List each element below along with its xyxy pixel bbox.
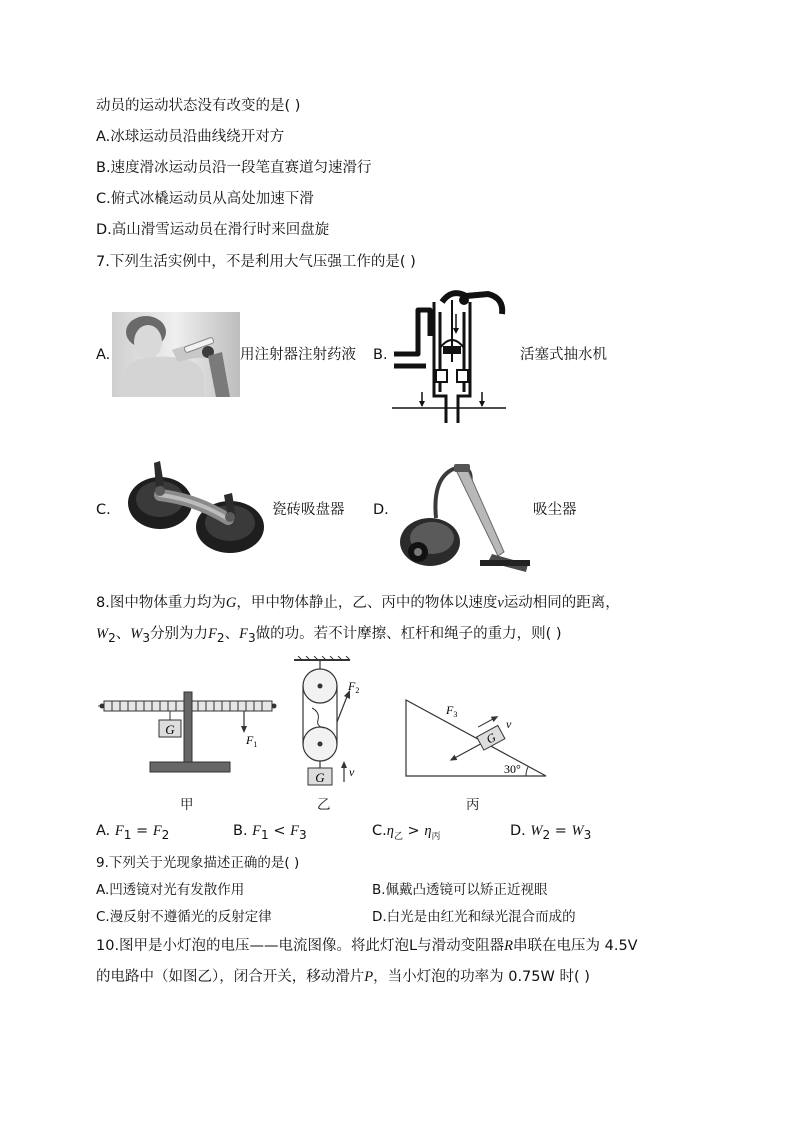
q7-stem: 7.下列生活实例中，不是利用大气压强工作的是( ) (96, 254, 416, 270)
figure-label-yi: 乙 (317, 797, 331, 813)
figure-label-bing: 丙 (466, 797, 480, 813)
q7-option-a-letter: A. (96, 347, 111, 363)
incline-figure-bing (400, 696, 550, 782)
q8-option-b: B. $F_1 < F_3$ (233, 823, 307, 842)
bing-f3-label: $F_3$ (446, 703, 458, 719)
tile-suction-cup-photo (120, 455, 270, 555)
piston-pump-diagram (390, 288, 508, 428)
q9-option-a: A.凹透镜对光有发散作用 (96, 882, 245, 898)
q8-option-d: D. $W_2 = W_3$ (510, 823, 592, 842)
q6-option-d: D.高山滑雪运动员在滑行时来回盘旋 (96, 222, 330, 238)
q7-option-b-caption: 活塞式抽水机 (520, 347, 607, 363)
syringe-injection-photo (112, 312, 240, 397)
q10-line2: 的电路中（如图乙），闭合开关，移动滑片P，当小灯泡的功率为 0.75W 时( ) (96, 969, 590, 985)
q9-stem: 9.下列关于光现象描述正确的是( ) (96, 855, 300, 871)
q8-stem-line2: $W_2$、$W_3$分别为力$F_2$、$F_3$做的功。若不计摩擦、杠杆和绳子的重力，则( ) (96, 626, 562, 645)
q6-option-c: C.俯式冰橇运动员从高处加速下滑 (96, 191, 314, 207)
yi-weight-label: G (315, 770, 325, 785)
q9-option-d: D.白光是由红光和绿光混合而成的 (372, 909, 576, 925)
q7-option-d-letter: D. (373, 502, 389, 518)
q6-option-b: B.速度滑冰运动员沿一段笔直赛道匀速滑行 (96, 160, 372, 176)
q10-line1: 10.图甲是小灯泡的电压——电流图像。将此灯泡L与滑动变阻器R串联在电压为 4.5V (96, 938, 638, 954)
q7-option-b-letter: B. (373, 347, 388, 363)
q7-option-c-letter: C. (96, 502, 111, 518)
bing-angle-label: 30° (504, 762, 521, 776)
q8-stem-line1: 8.图中物体重力均为G，甲中物体静止，乙、丙中的物体以速度v运动相同的距离， (96, 595, 620, 611)
vacuum-cleaner-photo (396, 456, 536, 576)
q7-option-c-caption: 瓷砖吸盘器 (272, 502, 345, 518)
lever-figure-jia (98, 684, 278, 780)
bing-v-label: v (506, 717, 512, 731)
bing-weight-label: G (483, 730, 499, 747)
yi-f2-label: $F_2$ (348, 679, 360, 695)
q9-option-c: C.漫反射不遵循光的反射定律 (96, 909, 272, 925)
jia-weight-label: G (165, 722, 175, 737)
jia-f1-label: $F_1$ (246, 733, 258, 749)
yi-v-label: v (349, 765, 355, 779)
figure-label-jia: 甲 (180, 797, 194, 813)
q7-option-d-caption: 吸尘器 (533, 502, 577, 518)
q9-option-b: B.佩戴凸透镜可以矫正近视眼 (372, 882, 548, 898)
q8-option-c: $C.\eta_乙 > \eta_丙$ (372, 823, 441, 842)
q6-stem-tail: 动员的运动状态没有改变的是( ) (96, 98, 301, 114)
q8-option-a: A. $F_1 = F_2$ (96, 823, 170, 842)
q7-option-a-caption: 用注射器注射药液 (240, 347, 356, 363)
pulley-figure-yi (290, 656, 370, 786)
q6-option-a: A.冰球运动员沿曲线绕开对方 (96, 129, 285, 145)
